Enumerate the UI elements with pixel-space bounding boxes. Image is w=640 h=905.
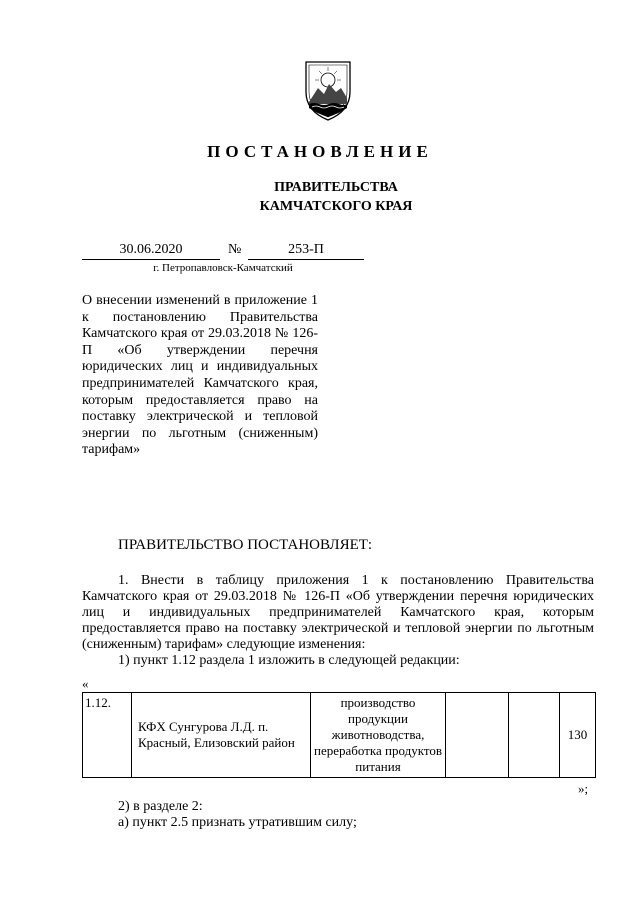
table-row bbox=[83, 693, 596, 778]
cell-number: 1.12. bbox=[83, 693, 132, 778]
quote-open: « bbox=[82, 676, 89, 691]
cell-value: 130 bbox=[560, 693, 596, 778]
subject-text: О внесении изменений в приложение 1 к постановлению Правительства Камчатского края от 29.03.2018 № 126-П «Об утверждении перечня юридических лиц и индивидуальных предпринимателей Камчатского края, которым предоставляется право на поставку электрической и тепловой энергии по льготным (сниженным) тарифам» bbox=[82, 293, 318, 458]
document-subject bbox=[82, 293, 318, 459]
kamchatka-coat-of-arms-icon bbox=[302, 58, 354, 122]
government-line2: КАМЧАТСКОГО КРАЯ bbox=[259, 199, 413, 214]
item-2a: а) пункт 2.5 признать утратившим силу; bbox=[118, 815, 357, 830]
quote-close: »; bbox=[578, 781, 589, 796]
document-place: г. Петропавловск-Камчатский bbox=[153, 262, 293, 274]
amendment-table bbox=[82, 692, 596, 778]
document-date: 30.06.2020 bbox=[82, 241, 220, 260]
document-number: 253-П bbox=[248, 241, 364, 260]
item-1: 1) пункт 1.12 раздела 1 изложить в следующей редакции: bbox=[118, 653, 460, 668]
government-name bbox=[0, 178, 640, 216]
paragraph-1: 1. Внести в таблицу приложения 1 к постановлению Правительства Камчатского края от 29.03.2018 № 126-П «Об утверждении перечня юридических лиц и индивидуальных предпринимателей Камчатского края, которым предоставляется право на поставку электрической и тепловой энергии по льготным (сниженным) тарифам» следующие изменения: bbox=[82, 573, 594, 652]
document-body bbox=[82, 573, 594, 669]
government-line1: ПРАВИТЕЛЬСТВА bbox=[274, 180, 398, 195]
cell-name: КФХ Сунгурова Л.Д. п. Красный, Елизовский район bbox=[132, 693, 311, 778]
document-title: ПОСТАНОВЛЕНИЕ bbox=[207, 142, 433, 161]
cell-col4 bbox=[446, 693, 509, 778]
cell-col5 bbox=[509, 693, 560, 778]
cell-activity: производство продукции животноводства, переработка продуктов питания bbox=[311, 693, 446, 778]
resolves-heading: ПРАВИТЕЛЬСТВО ПОСТАНОВЛЯЕТ: bbox=[118, 537, 373, 553]
document-body-continued bbox=[82, 799, 594, 831]
item-2: 2) в разделе 2: bbox=[118, 799, 203, 814]
number-sign: № bbox=[228, 242, 242, 257]
date-number-line bbox=[82, 241, 364, 260]
